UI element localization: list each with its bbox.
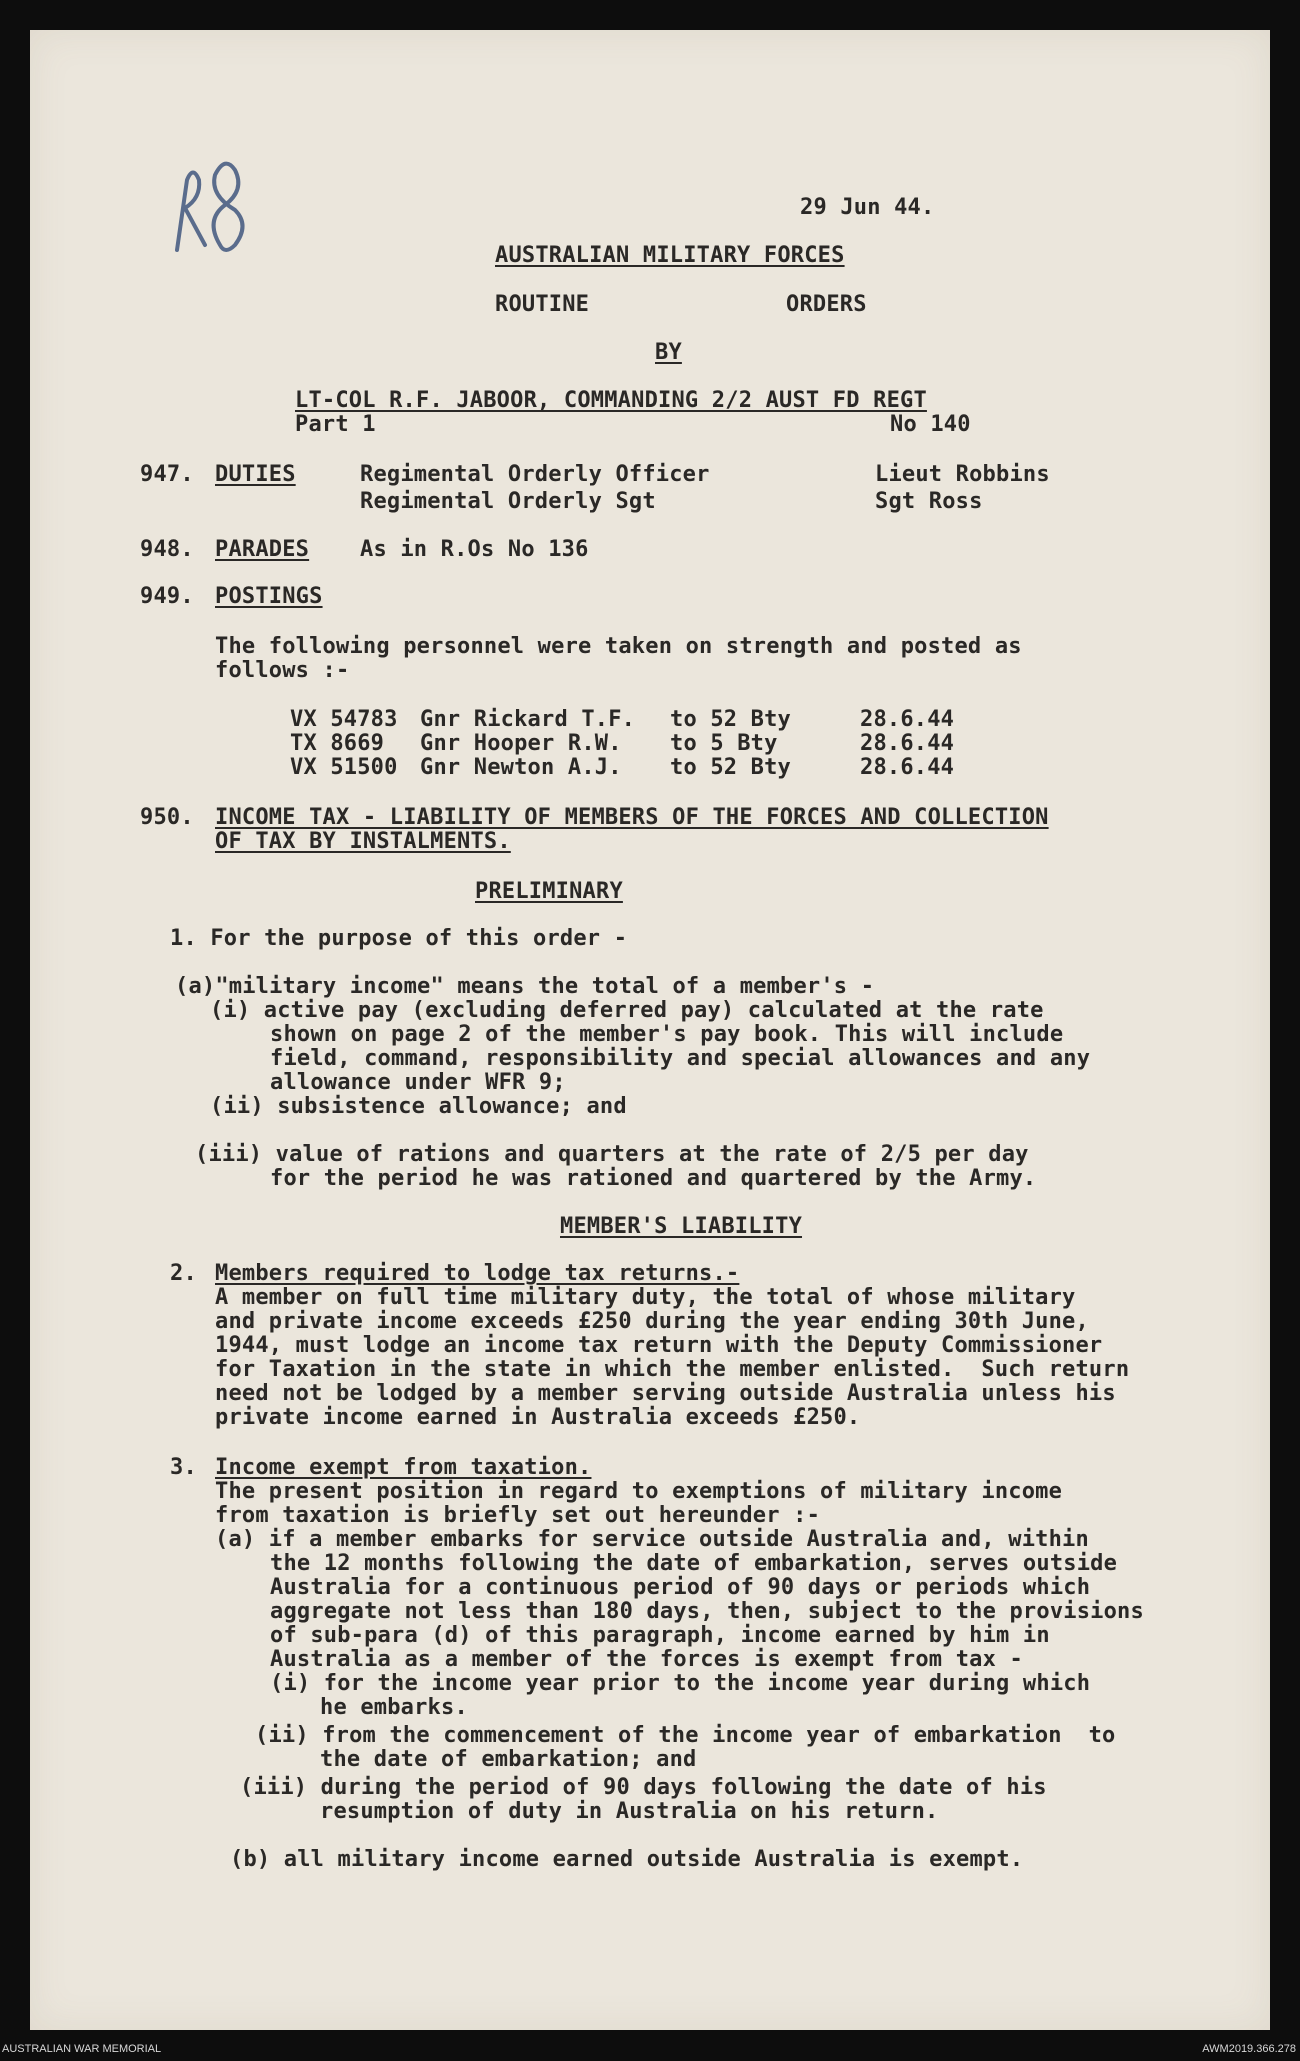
item-948-text: As in R.Os No 136 xyxy=(360,537,589,562)
sub-iii-line: resumption of duty in Australia on his return. xyxy=(320,1799,939,1824)
posting-number: TX 8669 xyxy=(290,731,385,756)
para-a-ii-line: (ii) subsistence allowance; and xyxy=(210,1094,627,1119)
paragraph-2-line: A member on full time military duty, the total of whose military xyxy=(215,1285,1076,1310)
duty-role: Regimental Orderly Sgt xyxy=(360,489,656,514)
subheading-liability: MEMBER'S LIABILITY xyxy=(560,1214,803,1239)
para-a-i-line: field, command, responsibility and special allowances and any xyxy=(270,1046,1091,1071)
posting-number: VX 51500 xyxy=(290,755,398,780)
posting-unit: to 52 Bty xyxy=(670,755,792,780)
paragraph-2-line: private income earned in Australia exceeds £250. xyxy=(215,1405,861,1430)
sub-ii-line: the date of embarkation; and xyxy=(320,1747,697,1772)
para-a-iii-line: for the period he was rationed and quartered by the Army. xyxy=(270,1166,1037,1191)
para-3a-line: of sub-para (d) of this paragraph, income earned by him in xyxy=(270,1623,1050,1648)
posting-date: 28.6.44 xyxy=(860,731,955,756)
item-950-heading: OF TAX BY INSTALMENTS. xyxy=(215,829,511,854)
posting-name: Gnr Newton A.J. xyxy=(420,755,622,780)
header-commander: LT-COL R.F. JABOOR, COMMANDING 2/2 AUST FD REGT xyxy=(295,388,927,413)
item-950-number: 950. xyxy=(140,805,194,830)
order-date: 29 Jun 44. xyxy=(800,195,935,220)
sub-i-line: (i) for the income year prior to the income year during which xyxy=(270,1671,1091,1696)
paragraph-2-number: 2. xyxy=(170,1261,197,1286)
para-a-i-line: (i) active pay (excluding deferred pay) calculated at the rate xyxy=(210,998,1044,1023)
sub-iii-line: (iii) during the period of 90 days following the date of his xyxy=(240,1775,1047,1800)
para-a-i-line: shown on page 2 of the member's pay book. This will include xyxy=(270,1022,1064,1047)
posting-date: 28.6.44 xyxy=(860,755,955,780)
paragraph-3-line: from taxation is briefly set out hereunder :- xyxy=(215,1503,821,1528)
para-3a-line: the 12 months following the date of embarkation, serves outside xyxy=(270,1551,1118,1576)
header-title: AUSTRALIAN MILITARY FORCES xyxy=(495,243,845,268)
paragraph-2-heading: Members required to lodge tax returns.- xyxy=(215,1261,740,1286)
paragraph-3-number: 3. xyxy=(170,1455,197,1480)
archive-credit: AUSTRALIAN WAR MEMORIAL xyxy=(2,2043,162,2055)
sub-i-line: he embarks. xyxy=(320,1695,468,1720)
item-948-number: 948. xyxy=(140,537,194,562)
header-number: No 140 xyxy=(890,412,971,437)
paragraph-1: 1. For the purpose of this order - xyxy=(170,926,628,951)
item-947-heading: DUTIES xyxy=(215,462,296,487)
posting-date: 28.6.44 xyxy=(860,707,955,732)
item-949-number: 949. xyxy=(140,584,194,609)
para-3a-line: Australia for a continuous period of 90 days or periods which xyxy=(270,1575,1091,1600)
posting-unit: to 5 Bty xyxy=(670,731,778,756)
item-947-number: 947. xyxy=(140,462,194,487)
para-3a-line: Australia as a member of the forces is exempt from tax - xyxy=(270,1647,1023,1672)
header-part: Part 1 xyxy=(295,412,376,437)
postings-intro: follows :- xyxy=(215,658,350,683)
para-a-i-line: allowance under WFR 9; xyxy=(270,1070,566,1095)
para-3a-line: (a) if a member embarks for service outside Australia and, within xyxy=(215,1527,1089,1552)
handwritten-initials xyxy=(165,150,265,270)
header-orders: ORDERS xyxy=(786,292,867,317)
item-949-heading: POSTINGS xyxy=(215,584,323,609)
paragraph-3-line: The present position in regard to exemptions of military income xyxy=(215,1479,1063,1504)
item-950-heading: INCOME TAX - LIABILITY OF MEMBERS OF THE FORCES AND COLLECTION xyxy=(215,805,1049,830)
header-routine: ROUTINE xyxy=(495,292,590,317)
duty-name: Lieut Robbins xyxy=(875,462,1050,487)
postings-intro: The following personnel were taken on strength and posted as xyxy=(215,634,1022,659)
para-3b-line: (b) all military income earned outside Australia is exempt. xyxy=(230,1847,1024,1872)
archive-reference: AWM2019.366.278 xyxy=(1202,2043,1296,2055)
paragraph-2-line: and private income exceeds £250 during the year ending 30th June, xyxy=(215,1309,1089,1334)
subheading-preliminary: PRELIMINARY xyxy=(475,879,623,904)
para-a-line: (a)"military income" means the total of a member's - xyxy=(175,974,875,999)
item-948-heading: PARADES xyxy=(215,537,310,562)
posting-unit: to 52 Bty xyxy=(670,707,792,732)
document-page xyxy=(30,30,1270,2030)
paragraph-2-line: 1944, must lodge an income tax return with the Deputy Commissioner xyxy=(215,1333,1103,1358)
posting-name: Gnr Rickard T.F. xyxy=(420,707,636,732)
para-3a-line: aggregate not less than 180 days, then, subject to the provisions xyxy=(270,1599,1144,1624)
posting-name: Gnr Hooper R.W. xyxy=(420,731,622,756)
duty-role: Regimental Orderly Officer xyxy=(360,462,710,487)
para-a-iii-line: (iii) value of rations and quarters at the rate of 2/5 per day xyxy=(195,1142,1029,1167)
paragraph-2-line: for Taxation in the state in which the member enlisted. Such return xyxy=(215,1357,1130,1382)
sub-ii-line: (ii) from the commencement of the income year of embarkation to xyxy=(255,1723,1116,1748)
header-by: BY xyxy=(655,340,682,365)
posting-number: VX 54783 xyxy=(290,707,398,732)
paragraph-3-heading: Income exempt from taxation. xyxy=(215,1455,592,1480)
duty-name: Sgt Ross xyxy=(875,489,983,514)
paragraph-2-line: need not be lodged by a member serving outside Australia unless his xyxy=(215,1381,1116,1406)
